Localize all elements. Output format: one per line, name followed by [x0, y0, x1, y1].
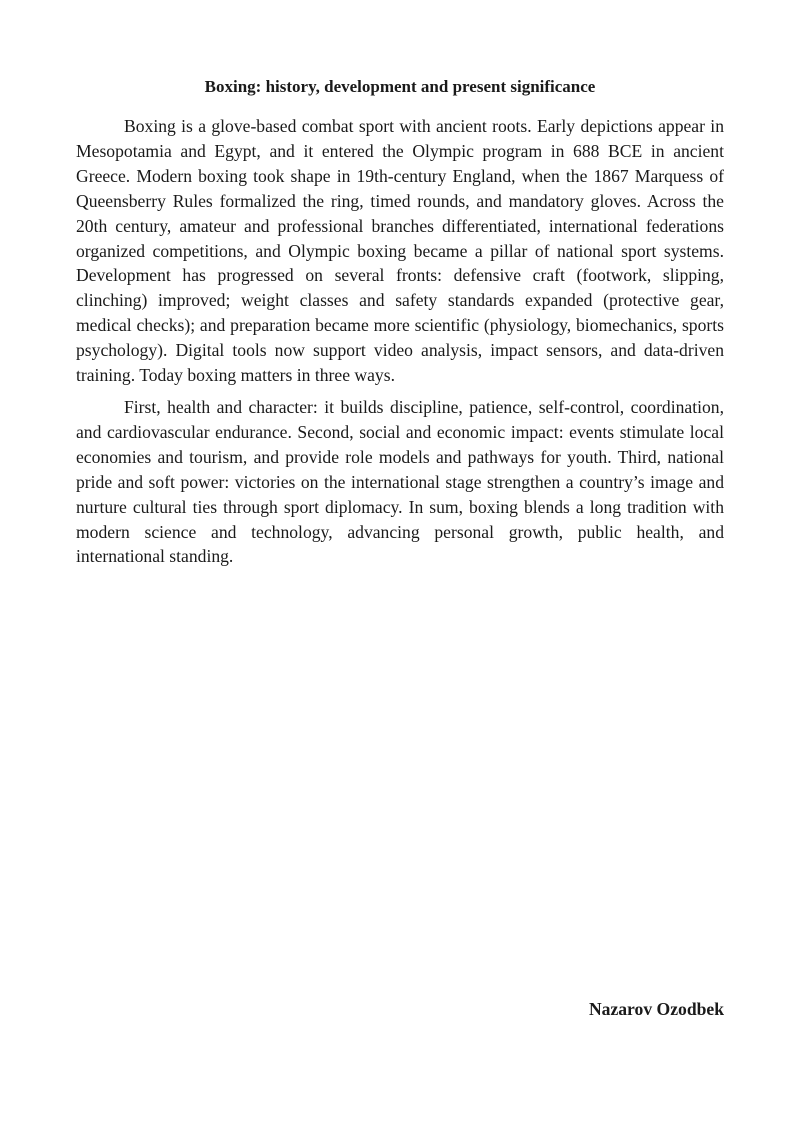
paragraph-significance: First, health and character: it builds discipline, patience, self-control, coordination, and cardiovascular endurance. Second, social and economic impact: events stimulate local economies and tourism, and provide role models and pathways for youth. Third, national pride and soft power: victories on the international stage strengthen a country’s image and nurture cultural ties through sport diplomacy. In sum, boxing blends a long tradition with modern science and technology, advancing personal growth, public health, and international standing. — [76, 396, 724, 567]
author-signature: Nazarov Ozodbek — [588, 999, 724, 1019]
paragraph-history: Boxing is a glove-based combat sport with ancient roots. Early depictions appear in Mesopotamia and Egypt, and it entered the Olympic program in 688 BCE in ancient Greece. Modern boxing took shape in 19th-century England, when the 1867 Marquess of Queensberry Rules formalized the ring, timed rounds, and mandatory gloves. Across the 20th century, amateur and professional branches differentiated, international federations organized competitions, and Olympic boxing became a pillar of national sport systems. Development has progressed on several fronts: defensive craft (footwork, slipping, clinching) improved; weight classes and safety standards expanded (protective gear, medical checks); and preparation became more scientific (physiology, biomechanics, sports psychology). Digital tools now support video analysis, impact sensors, and data-driven training. Today boxing matters in three ways. — [76, 116, 724, 386]
document-title: Boxing: history, development and present significance — [204, 77, 596, 96]
document-body — [76, 114, 724, 576]
